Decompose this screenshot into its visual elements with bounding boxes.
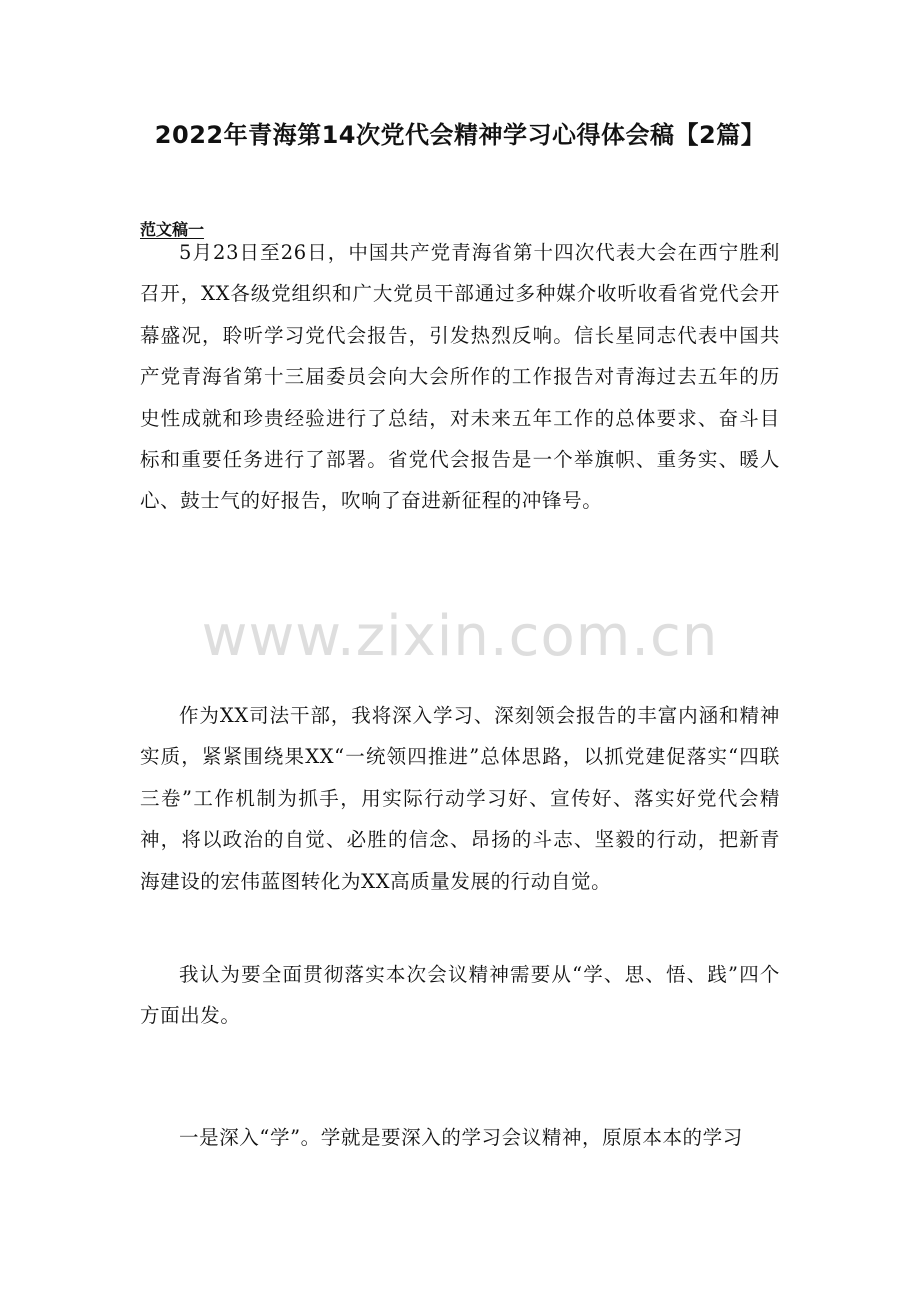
watermark: www.zixin.com.cn	[201, 604, 719, 669]
section-heading: 范文稿一	[140, 220, 205, 239]
paragraph-2: 作为XX司法干部，我将深入学习、深刻领会报告的丰富内涵和精神实质，紧紧围绕果XX“一统领四推进”总体思路，以抓党建促落实“四联三卷”工作机制为抓手，用实际行动学习好、宣传好、落实好党代会精神，将以政治的自觉、必胜的信念、昂扬的斗志、坚毅的行动，把新青海建设的宏伟蓝图转化为XX高质量发展的行动自觉。	[140, 704, 780, 893]
document-title: 2022年青海第14次党代会精神学习心得体会稿【2篇】	[154, 121, 766, 149]
paragraph-3: 我认为要全面贯彻落实本次会议精神需要从“学、思、悟、践”四个方面出发。	[140, 963, 780, 1028]
paragraph-4: 一是深入“学”。学就是要深入的学习会议精神，原原本本的学习	[179, 1126, 743, 1149]
paragraph-1: 5月23日至26日，中国共产党青海省第十四次代表大会在西宁胜利召开，XX各级党组织和广大党员干部通过多种媒介收听收看省党代会开幕盛况，聆听学习党代会报告，引发热烈反响。信长星同志代表中国共产党青海省第十三届委员会向大会所作的工作报告对青海过去五年的历史性成就和珍贵经验进行了总结，对未来五年工作的总体要求、奋斗目标和重要任务进行了部署。省党代会报告是一个举旗帜、重务实、暖人心、鼓士气的好报告，吹响了奋进新征程的冲锋号。	[140, 241, 780, 513]
